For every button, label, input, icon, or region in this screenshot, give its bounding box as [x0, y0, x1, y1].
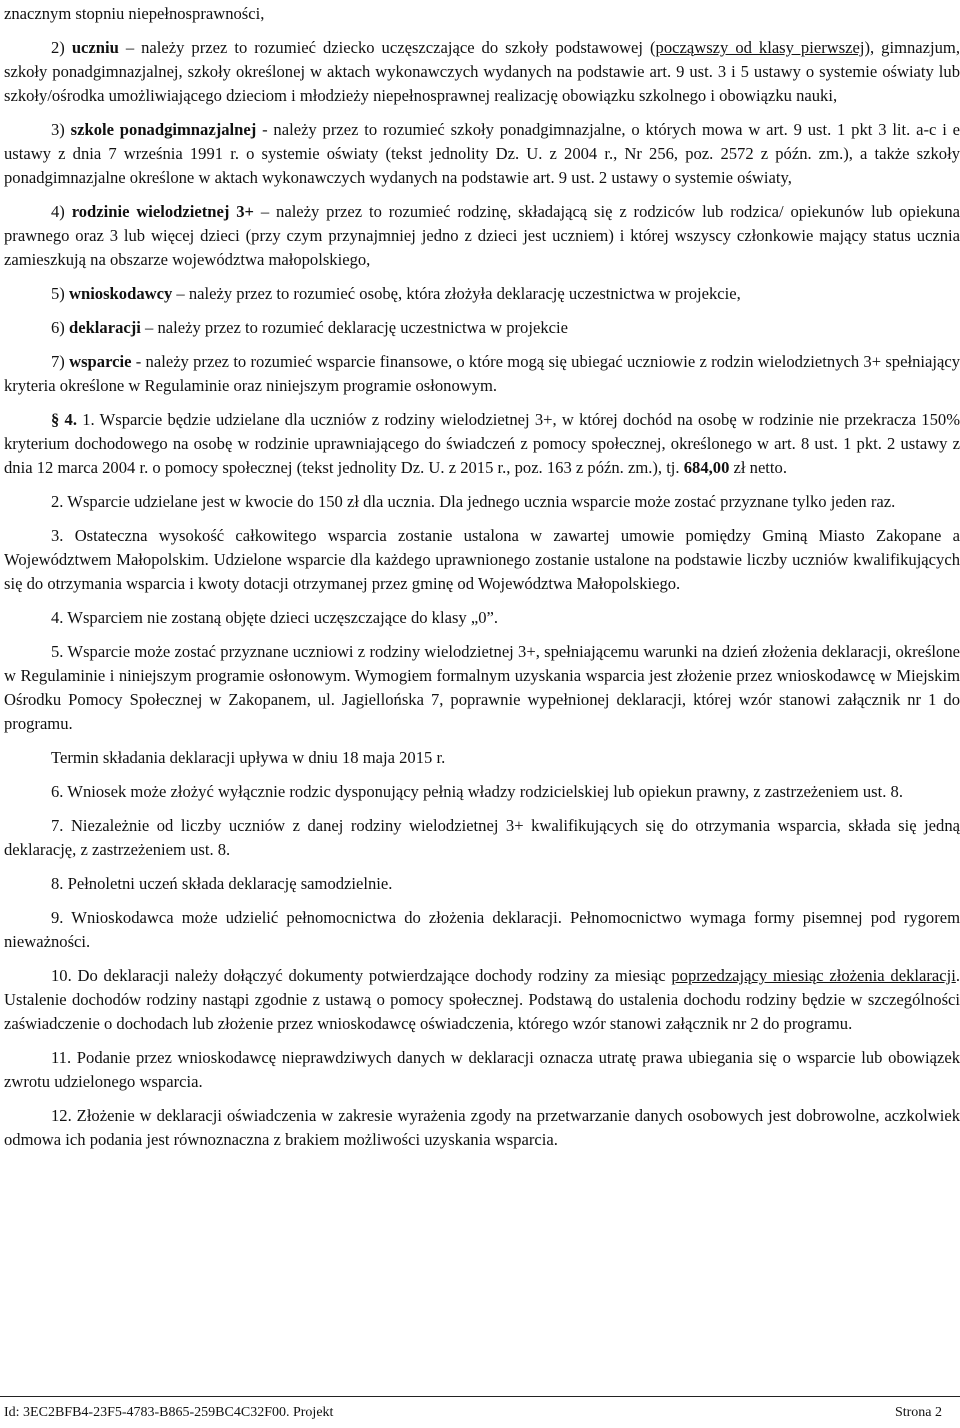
paragraph-4: 4. Wsparciem nie zostaną objęte dzieci uczęszczające do klasy „0”.	[51, 608, 499, 627]
term: uczniu	[71, 38, 119, 57]
paragraph-6: 6. Wniosek może złożyć wyłącznie rodzic dysponujący pełnią władzy rodzicielskiej lub opiekun prawny, z zastrzeżeniem ust. 8.	[51, 782, 903, 801]
definition-7	[4, 350, 960, 398]
paragraph-12: 12. Złożenie w deklaracji oświadczenia w zakresie wyrażenia zgody na przetwarzanie danych osobowych jest dobrowolne, aczkolwiek odmowa ich podania jest równoznaczna z brakiem możliwości uzyskania wsparcia.	[4, 1106, 960, 1149]
term: rodzinie wielodzietnej 3+	[71, 202, 255, 221]
definition-5	[4, 282, 960, 306]
text: 10. Do deklaracji należy dołączyć dokumenty potwierdzające dochody rodziny za miesiąc	[51, 966, 672, 985]
text: 1. Wsparcie będzie udzielane dla uczniów z rodziny wielodzietnej 3+, w której dochód na osobę w rodzinie nie przekracza 150% kryterium dochodowego na osobę w rodzinie uprawniającego do świadczeń z pomocy społecznej, określonego w art. 8 ust. 1 pkt. 2 ustawy z dnia 12 marca 2004 r. o pomocy społecznej (tekst jednolity Dz. U. z 2015 r., poz. 163 z późn. zm.), tj.	[4, 410, 960, 477]
text: ), gimnazjum, szkoły ponadgimnazjalnej, szkoły określonej w aktach wykonawczych wydanych na podstawie art. 9 ust. 3 i 5 ustawy o systemie oświaty lub szkoły/ośrodka umożliwiającego dzieciom i młodzieży niepełnosprawnej realizację obowiązku szkolnego i obowiązku nauki,	[4, 38, 960, 105]
paragraph-continuation	[4, 2, 960, 26]
item-number: 4)	[51, 202, 72, 221]
paragraph-10	[4, 964, 960, 1036]
paragraph-8: 8. Pełnoletni uczeń składa deklarację samodzielnie.	[51, 874, 393, 893]
footer-divider	[0, 1396, 960, 1397]
paragraph-7: 7. Niezależnie od liczby uczniów z danej rodziny wielodzietnej 3+ kwalifikujących się do otrzymania wsparcia, składa się jedną deklarację, z zastrzeżeniem ust. 8.	[4, 816, 960, 859]
amount: 684,00	[683, 458, 730, 477]
paragraph-11: 11. Podanie przez wnioskodawcę nieprawdziwych danych w deklaracji oznacza utratę prawa ubiegania się o wsparcie lub obowiązek zwrotu udzielonego wsparcia.	[4, 1048, 960, 1091]
paragraph-2: 2. Wsparcie udzielane jest w kwocie do 150 zł dla ucznia. Dla jednego ucznia wsparcie może zostać przyznane tylko jeden raz.	[51, 492, 896, 511]
underlined-text: począwszy od klasy pierwszej	[655, 38, 865, 57]
item-number: 3)	[51, 120, 71, 139]
term: wsparcie	[69, 352, 132, 371]
text: . Ustalenie dochodów rodziny nastąpi zgodnie z ustawą o pomocy społecznej. Podstawą do ustalenia dochodu rodziny będzie w szczególności zaświadczenie o dochodach lub złożenie przez wnioskodawcę oświadczenia, którego wzór stanowi załącznik nr 2 do programu.	[4, 966, 960, 1033]
item-number: 6)	[51, 318, 69, 337]
section-number: § 4.	[51, 410, 77, 429]
definition-4	[4, 200, 960, 272]
text: - należy przez to rozumieć szkoły ponadgimnazjalne, o których mowa w art. 9 ust. 1 pkt 3 lit. a-c i e ustawy z dnia 7 września 1991 r. o systemie oświaty (tekst jednolity Dz. U. z 2004 r., Nr 256, poz. 2572 z późn. zm.), a także szkoły ponadgimnazjalne określone w aktach wykonawczych wydanych na podstawie art. 9 ust. 2 ustawy o systemie oświaty,	[4, 120, 960, 187]
text: – należy przez to rozumieć deklarację uczestnictwa w projekcie	[140, 318, 568, 337]
page-footer	[4, 1404, 942, 1422]
section-4-paragraph-1	[4, 408, 960, 480]
paragraph-9: 9. Wnioskodawca może udzielić pełnomocnictwa do złożenia deklaracji. Pełnomocnictwo wymaga formy pisemnej pod rygorem nieważności.	[4, 908, 960, 951]
definition-2	[4, 36, 960, 108]
item-number: 5)	[51, 284, 69, 303]
underlined-text: poprzedzający miesiąc złożenia deklaracji	[671, 966, 956, 985]
term: wnioskodawcy	[68, 284, 173, 303]
text: znacznym stopniu niepełnosprawności,	[4, 4, 265, 23]
term: deklaracji	[68, 318, 141, 337]
text: - należy przez to rozumieć wsparcie finansowe, o które mogą się ubiegać uczniowie z rodzin wielodzietnych 3+ spełniający kryteria określone w Regulaminie oraz niniejszym programie osłonowym.	[4, 352, 960, 395]
document-id: Id: 3EC2BFB4-23F5-4783-B865-259BC4C32F00. Projekt	[4, 1405, 334, 1420]
term: szkole ponadgimnazjalnej	[70, 120, 257, 139]
document-page	[4, 0, 960, 1152]
text: – należy przez to rozumieć rodzinę, składającą się z rodziców lub rodzica/ opiekunów lub opiekuna prawnego oraz 3 lub więcej dzieci (przy czym przynajmniej jedno z dzieci jest uczniem) i której wszyscy członkowie mający status ucznia zamieszkują na obszarze województwa małopolskiego,	[4, 202, 960, 269]
paragraph-5: 5. Wsparcie może zostać przyznane uczniowi z rodziny wielodzietnej 3+, spełniającemu warunki na dzień złożenia deklaracji, określone w Regulaminie i niniejszym programie osłonowym. Wymogiem formalnym uzyskania wsparcia jest złożenie przez wnioskodawcę w Miejskim Ośrodku Pomocy Społecznej w Zakopanem, ul. Jagiellońska 7, poprawnie wypełnionej deklaracji, której wzór stanowi załącznik nr 1 do programu.	[4, 642, 960, 733]
definition-3	[4, 118, 960, 190]
item-number: 7)	[51, 352, 70, 371]
text: – należy przez to rozumieć dziecko uczęszczające do szkoły podstawowej (	[118, 38, 656, 57]
text: zł netto.	[729, 458, 787, 477]
paragraph-3: 3. Ostateczna wysokość całkowitego wsparcia zostanie ustalona w zawartej umowie pomiędzy Gminą Miasto Zakopane a Województwem Małopolskim. Udzielone wsparcie dla każdego uprawnionego zostanie ustalone na podstawie liczby uczniów kwalifikujących się do otrzymania wsparcia i kwoty dotacji otrzymanej przez gminę od Województwa Małopolskiego.	[4, 526, 960, 593]
page-number: Strona 2	[894, 1405, 942, 1420]
text: – należy przez to rozumieć osobę, która złożyła deklarację uczestnictwa w projekcie,	[172, 284, 741, 303]
item-number: 2)	[51, 38, 72, 57]
definition-6	[4, 316, 960, 340]
paragraph-5-deadline: Termin składania deklaracji upływa w dniu 18 maja 2015 r.	[51, 748, 446, 767]
